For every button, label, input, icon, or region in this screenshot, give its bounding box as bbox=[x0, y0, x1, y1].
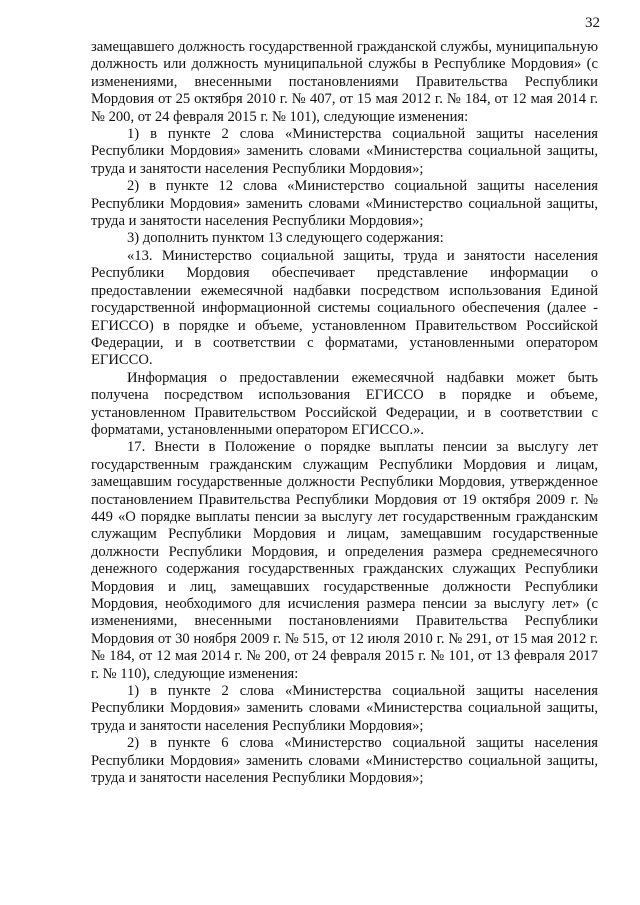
page-number: 32 bbox=[585, 15, 600, 31]
document-body bbox=[91, 39, 598, 787]
paragraph-item-2: 2) в пункте 12 слова «Министерство социальной защиты населения Республики Мордовия» заменить словами «Министерство социальной защиты, труда и занятости населения Республики Мордовия»; bbox=[91, 178, 598, 230]
paragraph-section-17: 17. Внести в Положение о порядке выплаты пенсии за выслугу лет государственным гражданским служащим Республики Мордовия и лицам, замещавшим государственные должности Республики Мордовия, утвержденное постановлением Правительства Республики Мордовия от 19 октября 2009 г. № 449 «О порядке выплаты пенсии за выслугу лет государственным гражданским служащим Республики Мордовия и лицам, замещавшим государственные должности Республики Мордовия, и определения размера среднемесячного денежного содержания государственных гражданских служащих Республики Мордовия и лиц, замещавших государственные должности Республики Мордовия, необходимого для исчисления размера пенсии за выслугу лет» (с изменениями, внесенными постановлениями Правительства Республики Мордовия от 30 ноября 2009 г. № 515, от 12 июля 2010 г. № 291, от 15 мая 2012 г. № 184, от 12 мая 2014 г. № 200, от 24 февраля 2015 г. № 101, от 13 февраля 2017 г. № 110), следующие изменения: bbox=[91, 439, 598, 682]
paragraph-egisso-info: Информация о предоставлении ежемесячной надбавки может быть получена посредством использования ЕГИССО в порядке и объеме, установленном Правительством Российской Федерации, и в соответствии с форматами, установленными оператором ЕГИССО.». bbox=[91, 369, 598, 438]
paragraph-17-item-1: 1) в пункте 2 слова «Министерства социальной защиты населения Республики Мордовия» заменить словами «Министерства социальной защиты, труда и занятости населения Республики Мордовия»; bbox=[91, 683, 598, 734]
paragraph-17-item-2: 2) в пункте 6 слова «Министерство социальной защиты населения Республики Мордовия» заменить словами «Министерство социальной защиты, труда и занятости населения Республики Мордовия»; bbox=[91, 735, 598, 787]
paragraph-intro: замещавшего должность государственной гражданской службы, муниципальную должность или должность муниципальной службы в Республике Мордовия» (с изменениями, внесенными постановлениями Правительства Республики Мордовия от 25 октября 2010 г. № 407, от 15 мая 2012 г. № 184, от 12 мая 2014 г. № 200, от 24 февраля 2015 г. № 101), следующие изменения: bbox=[91, 39, 598, 125]
paragraph-point-13: «13. Министерство социальной защиты, труда и занятости населения Республики Мордовия обеспечивает представление информации о предоставлении ежемесячной надбавки посредством использования Единой государственной информационной системы социального обеспечения (далее - ЕГИССО) в порядке и объеме, установленном Правительством Российской Федерации, и в соответствии с форматами, установленными оператором ЕГИССО. bbox=[91, 247, 598, 369]
paragraph-item-3: 3) дополнить пунктом 13 следующего содержания: bbox=[127, 230, 444, 247]
paragraph-item-1: 1) в пункте 2 слова «Министерства социальной защиты населения Республики Мордовия» заменить словами «Министерства социальной защиты, труда и занятости населения Республики Мордовия»; bbox=[91, 126, 598, 177]
